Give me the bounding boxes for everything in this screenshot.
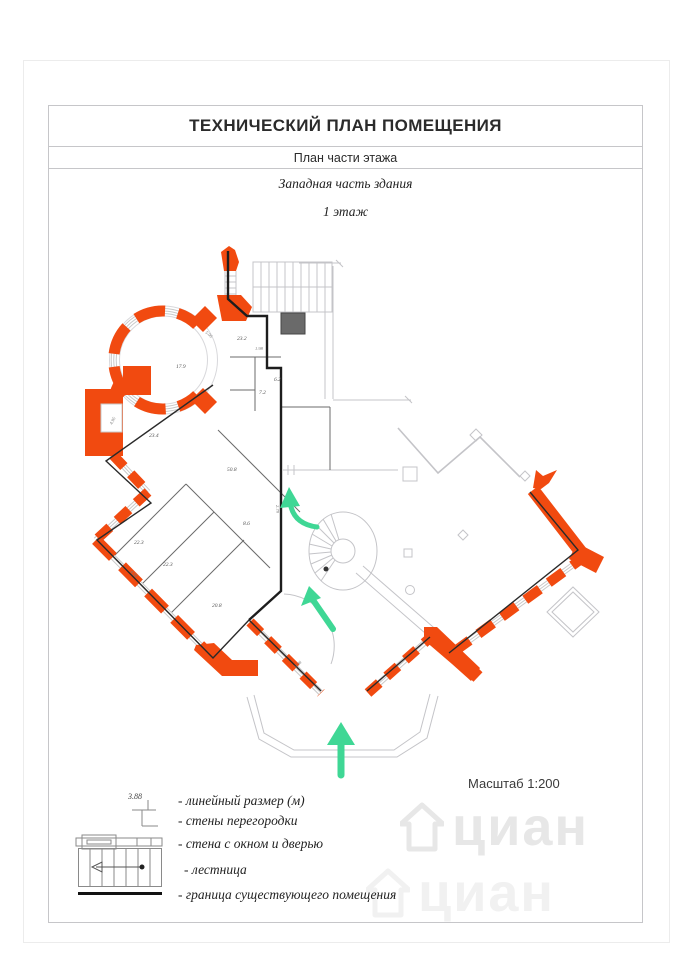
building-part-label: Западная часть здания	[278, 176, 413, 191]
svg-text:7.2: 7.2	[259, 390, 266, 396]
page-subtitle: План части этажа	[48, 147, 643, 169]
gray-structure	[110, 260, 600, 757]
watermark-text: циан	[452, 797, 590, 857]
room-area-labels	[134, 336, 281, 609]
stairs-symbol	[78, 848, 162, 888]
svg-text:4.95: 4.95	[108, 416, 117, 426]
svg-text:17.9: 17.9	[176, 364, 186, 370]
svg-text:20.8: 20.8	[212, 603, 222, 609]
svg-text:23.2: 23.2	[237, 336, 247, 342]
scale-label: Масштаб 1:200	[468, 776, 560, 791]
svg-text:4.58: 4.58	[129, 569, 139, 579]
svg-text:23.4: 23.4	[149, 433, 159, 439]
stair-direction-dot	[324, 567, 329, 572]
partition-walls-symbol	[118, 800, 164, 834]
arrow-upper-head	[280, 487, 300, 508]
svg-text:6.2: 6.2	[274, 377, 281, 383]
legend-item-stairs: - лестница	[184, 862, 247, 877]
legend-item-boundary: - граница существующего помещения	[178, 887, 397, 902]
svg-text:0.98: 0.98	[293, 659, 303, 669]
floor-label: 1 этаж	[322, 204, 369, 219]
svg-text:8.6: 8.6	[243, 521, 250, 527]
legend-item-partitions: - стены перегородки	[178, 813, 298, 828]
legend-dimension-sample: 3.88	[128, 792, 142, 801]
page-title: ТЕХНИЧЕСКИЙ ПЛАН ПОМЕЩЕНИЯ	[48, 105, 643, 147]
svg-text:2.79: 2.79	[275, 505, 280, 513]
svg-text:50.8: 50.8	[227, 467, 237, 473]
legend-item-dimension: - линейный размер (м)	[178, 793, 305, 808]
svg-text:22.3: 22.3	[163, 562, 173, 568]
arrow-entrance-head	[327, 722, 355, 745]
premises-boundary	[97, 251, 578, 691]
watermark-text: циан	[418, 863, 556, 923]
green-arrows	[280, 487, 355, 775]
arrow-middle	[313, 600, 333, 629]
svg-text:22.3: 22.3	[134, 540, 144, 546]
boundary-symbol	[78, 892, 162, 895]
legend-item-window-door: - стена с окном и дверью	[178, 836, 323, 851]
svg-text:1.98: 1.98	[255, 346, 263, 351]
shaft-block	[281, 313, 305, 334]
svg-text:5.06: 5.06	[204, 329, 214, 339]
